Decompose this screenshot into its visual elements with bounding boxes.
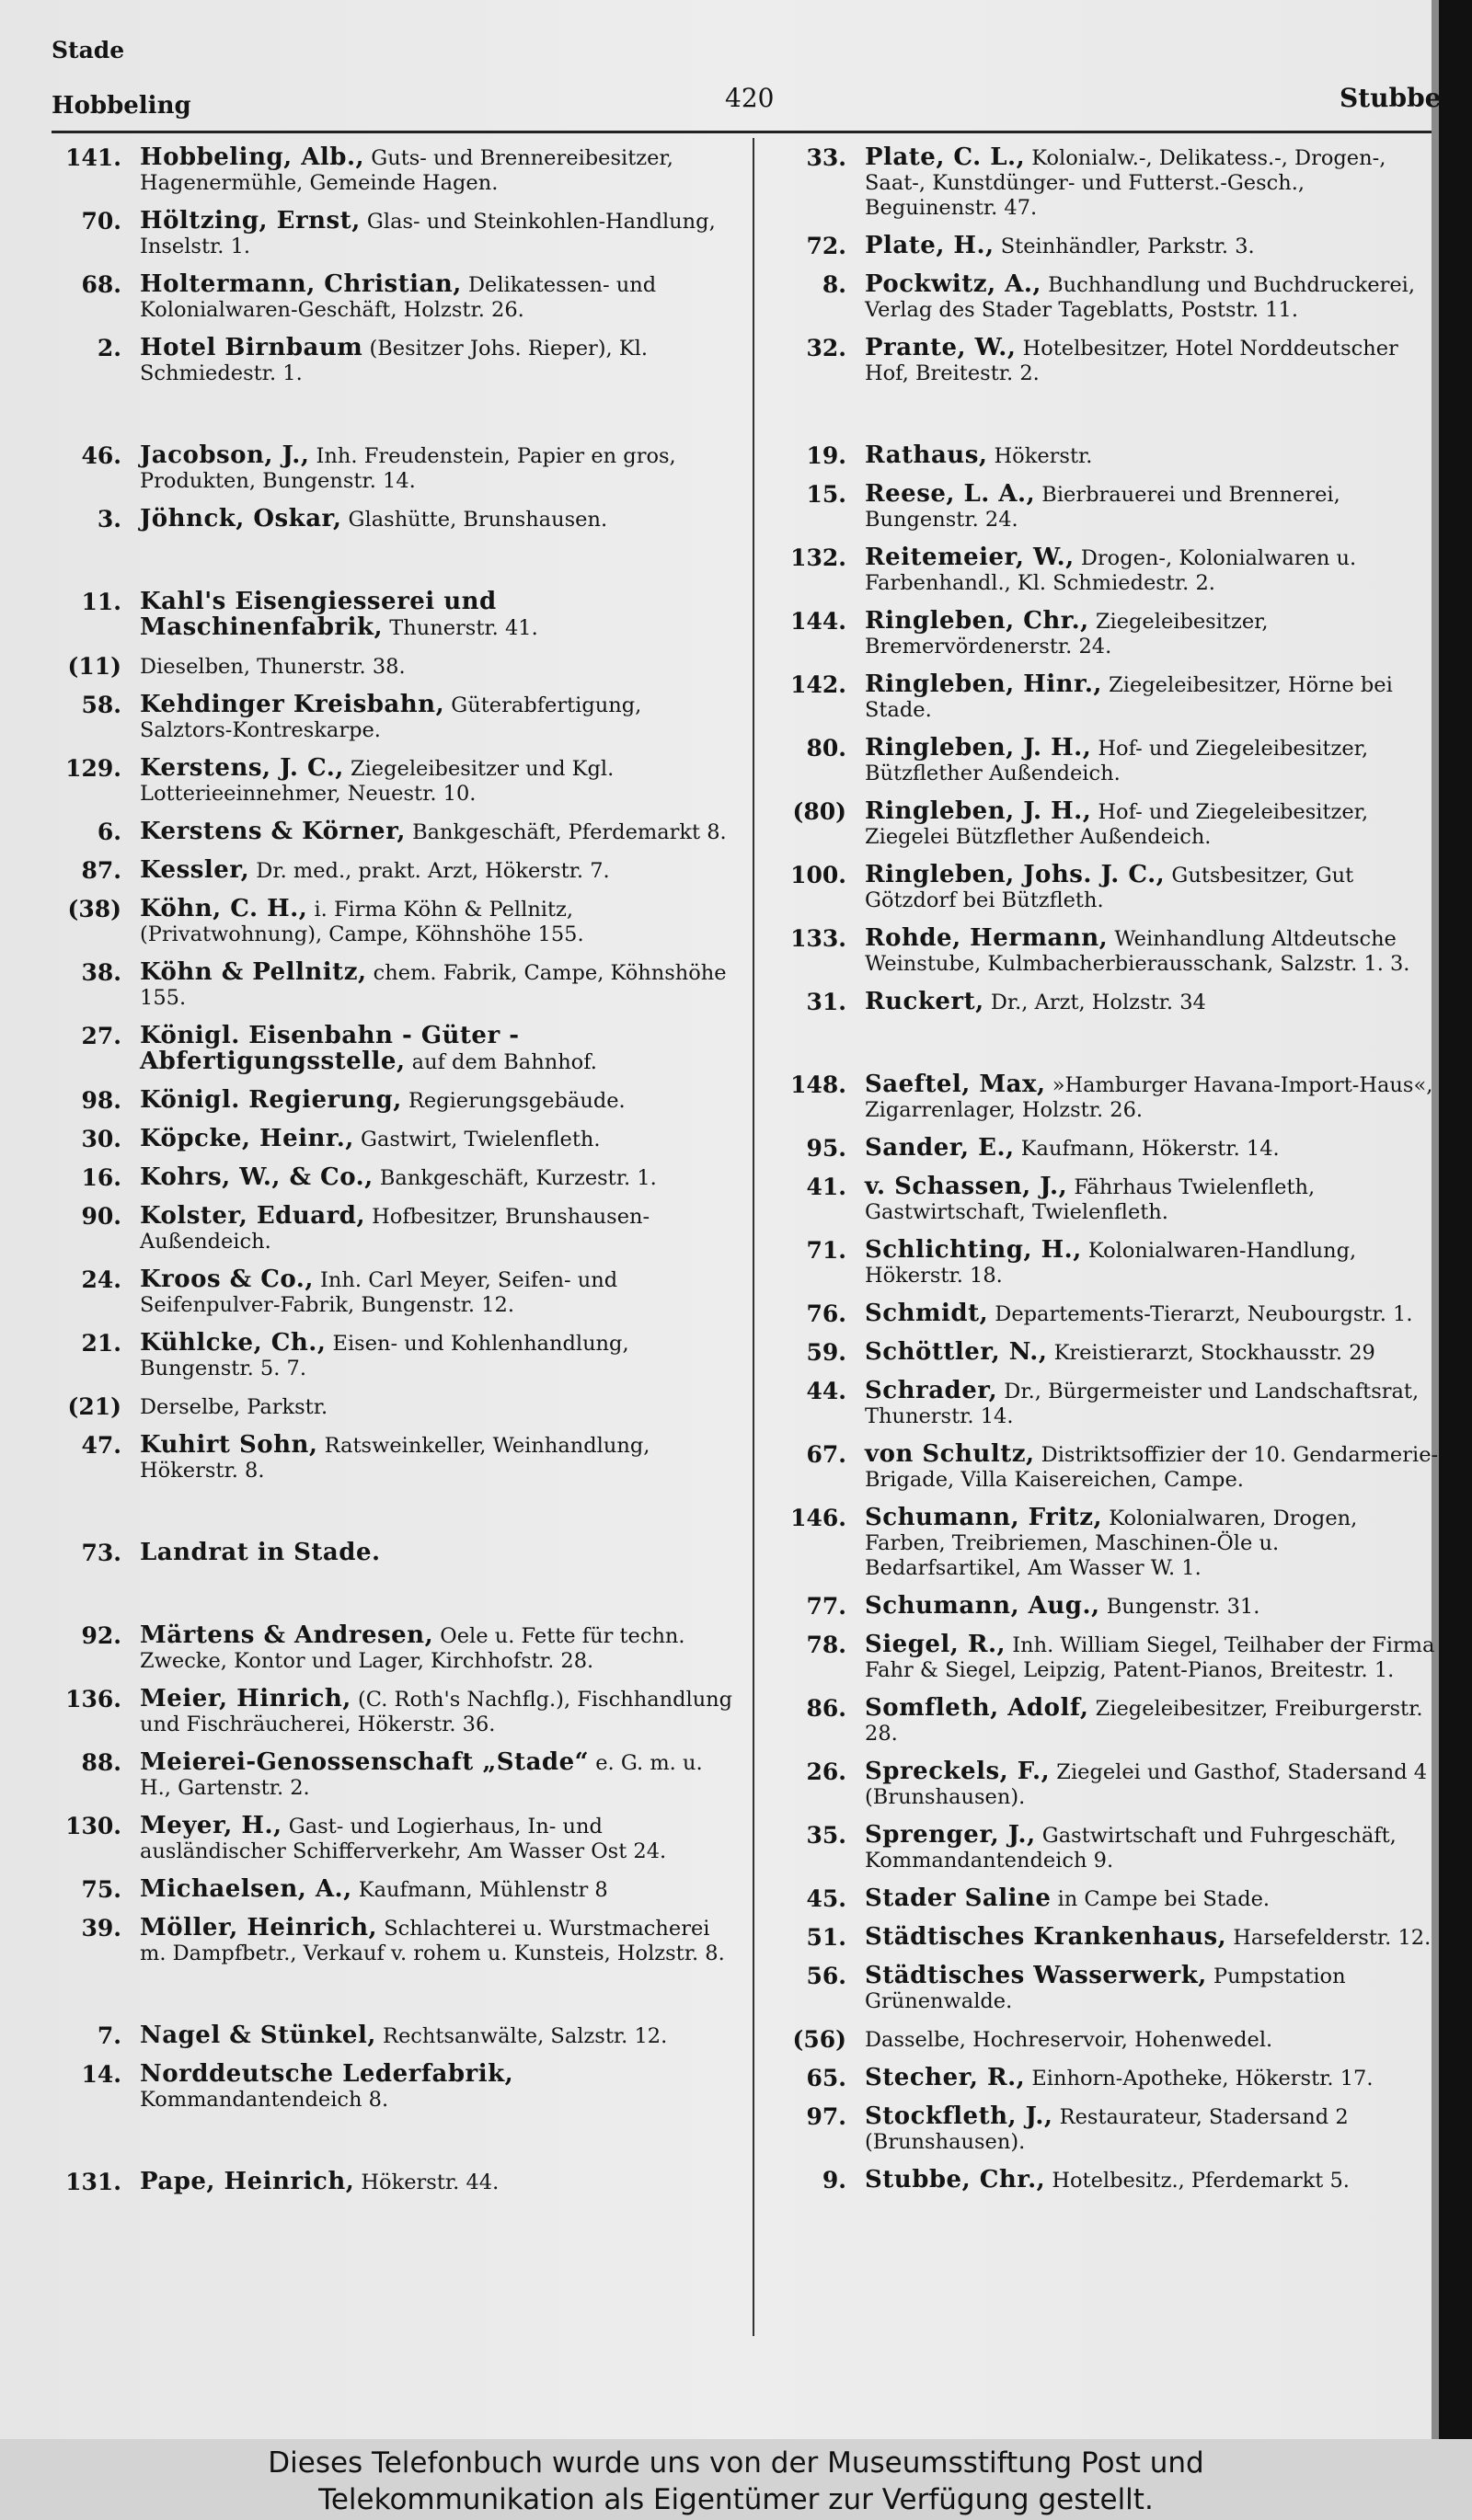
entry-number: 46. (81, 442, 121, 469)
entry-number: 39. (81, 1915, 121, 1942)
entry-name: Meyer, H., (140, 1812, 282, 1839)
entry-number: 87. (81, 857, 121, 884)
entry-details: Ratsweinkeller, Weinhandlung, Hökerstr. 8. (140, 1434, 650, 1483)
entry-name: Ringleben, J. H., (865, 797, 1092, 825)
entry-number: 19. (806, 442, 846, 469)
entry-details: Kaufmann, Hökerstr. 14. (1014, 1137, 1280, 1161)
entry-number: 133. (790, 925, 846, 952)
entry-name: Landrat in Stade. (140, 1539, 381, 1566)
entry-number: 131. (65, 2169, 121, 2195)
entry-details: Inh. Freudenstein, Papier en gros, Produkten, Bungenstr. 14. (140, 444, 676, 493)
list-item (773, 443, 1439, 469)
entry-details: Kommandantendeich 8. (140, 2088, 389, 2112)
entry-details: Ziegeleibesitzer, Bremervördenerstr. 24. (865, 610, 1269, 659)
entry-details: Hotelbesitz., Pferdemarkt 5. (1045, 2169, 1350, 2193)
entry-name: Pockwitz, A., (865, 270, 1041, 298)
entry-number: 132. (790, 544, 846, 571)
entry-name: Möller, Heinrich, (140, 1914, 378, 1942)
list-item (773, 1379, 1439, 1429)
header-city: Stade (52, 37, 125, 63)
list-item (773, 1964, 1439, 2014)
entry-details: Schlachterei u. Wurstmacherei m. Dampfbetr., Verkauf v. rohem u. Kunsteis, Holzstr. 8. (140, 1917, 725, 1965)
list-item (48, 1267, 736, 1318)
entry-details: Dasselbe, Hochreservoir, Hohenwedel. (865, 2028, 1273, 2052)
entry-number: 77. (806, 1593, 846, 1620)
entry-number: 72. (806, 233, 846, 259)
entry-name: Schumann, Aug., (865, 1592, 1100, 1620)
right-column (773, 145, 1439, 2206)
entry-details: Drogen-, Kolonialwaren u. Farbenhandl., Kl. Schmiedestr. 2. (865, 546, 1357, 595)
list-item (773, 1442, 1439, 1493)
list-item (773, 1886, 1439, 1912)
entry-number: 9. (822, 2167, 846, 2194)
entry-name: Schrader, (865, 1377, 998, 1404)
entry-details: Kolonialw.-, Delikatess.-, Drogen-, Saat-, Kunstdünger- und Futterst.-Gesch., Beguinenstr. 47. (865, 146, 1386, 220)
footer-line-1: Dieses Telefonbuch wurde uns von der Museumsstiftung Post und (268, 2446, 1204, 2480)
entry-number: 142. (790, 671, 846, 698)
entry-name: Prante, W., (865, 334, 1017, 361)
entry-details: Dr., Arzt, Holzstr. 34 (983, 991, 1206, 1014)
list-item (48, 1750, 736, 1801)
list-item (48, 145, 736, 196)
list-item (773, 2104, 1439, 2155)
entry-number: 31. (806, 989, 846, 1015)
entry-details: (C. Roth's Nachflg.), Fischhandlung und Fischräucherei, Hökerstr. 36. (140, 1688, 733, 1736)
entry-details: Departements-Tierarzt, Neubourgstr. 1. (988, 1302, 1413, 1326)
entry-name: Reitemeier, W., (865, 544, 1075, 571)
entry-number: 144. (790, 608, 846, 635)
list-item (773, 1136, 1439, 1162)
entry-name: Sprenger, J., (865, 1821, 1036, 1849)
entry-details: Hotelbesitzer, Hotel Norddeutscher Hof, Breitestr. 2. (865, 337, 1398, 385)
list-item (48, 693, 736, 743)
entry-details: Kolonialwaren, Drogen, Farben, Treibriemen, Maschinen-Öle u. Bedarfsartikel, Am Wasser W. 1. (865, 1506, 1358, 1580)
entry-name: Plate, C. L., (865, 143, 1026, 171)
entry-number: 44. (806, 1378, 846, 1404)
entry-name: Kessler, (140, 856, 250, 884)
list-item (48, 1127, 736, 1152)
entry-number: 47. (81, 1432, 121, 1459)
entry-number: 35. (806, 1822, 846, 1849)
list-item (48, 443, 736, 494)
entry-name: Nagel & Stünkel, (140, 2022, 376, 2049)
entry-details: Buchhandlung und Buchdruckerei, Verlag des Stader Tageblatts, Poststr. 11. (865, 273, 1416, 322)
list-item (48, 209, 736, 259)
entry-name: Jacobson, J., (140, 441, 310, 469)
entry-name: Kuhirt Sohn, (140, 1431, 318, 1459)
entry-details: e. G. m. u. H., Gartenstr. 2. (140, 1751, 703, 1800)
entry-details: Rechtsanwälte, Salzstr. 12. (375, 2024, 668, 2048)
list-item (773, 482, 1439, 533)
entry-details: Hof- und Ziegeleibesitzer, Ziegelei Bützflether Außendeich. (865, 800, 1369, 849)
entry-name: Kahl's Eisengiesserei und Maschinenfabrik, (140, 588, 497, 641)
page-edge (1439, 0, 1472, 2439)
list-item (48, 1394, 736, 1420)
entry-details: Gastwirtschaft und Fuhrgeschäft, Kommandantendeich 9. (865, 1824, 1397, 1873)
entry-number: 75. (81, 1876, 121, 1903)
list-item (773, 2066, 1439, 2091)
entry-number: 95. (806, 1135, 846, 1162)
list-item (773, 799, 1439, 850)
list-item (773, 2168, 1439, 2194)
entry-details: Bankgeschäft, Kurzestr. 1. (373, 1166, 657, 1190)
entry-details: Ziegeleibesitzer, Freiburgerstr. 28. (865, 1697, 1423, 1746)
entry-details: Distriktsoffizier der 10. Gendarmerie-Brigade, Villa Kaisereichen, Campe. (865, 1443, 1439, 1492)
entry-details: Güterabfertigung, Salztors-Kontreskarpe. (140, 693, 642, 742)
list-item (773, 145, 1439, 221)
entry-number: 3. (97, 506, 121, 533)
list-item (773, 863, 1439, 913)
entry-number: 51. (806, 1924, 846, 1951)
entry-details: Derselbe, Parkstr. (140, 1395, 328, 1419)
list-item (48, 1165, 736, 1191)
entry-name: Städtisches Krankenhaus, (865, 1923, 1227, 1951)
entry-number: 21. (81, 1330, 121, 1357)
list-item (48, 1541, 736, 1566)
entry-name: Schöttler, N., (865, 1338, 1048, 1366)
entry-number: 67. (806, 1441, 846, 1468)
entry-number: 33. (806, 144, 846, 171)
list-item (773, 1823, 1439, 1873)
entry-details: Steinhändler, Parkstr. 3. (994, 235, 1255, 258)
entry-details: Harsefelderstr. 12. (1226, 1926, 1432, 1950)
header-rule (52, 131, 1432, 133)
entry-details: Fährhaus Twielenfleth, Gastwirtschaft, Twielenfleth. (865, 1175, 1316, 1224)
entry-number: 80. (806, 735, 846, 762)
entry-number: 16. (81, 1164, 121, 1191)
entry-details: Kaufmann, Mühlenstr 8 (351, 1878, 608, 1902)
entry-name: Köhn & Pellnitz, (140, 958, 367, 986)
entry-name: Ruckert, (865, 988, 984, 1015)
entry-number: (11) (67, 653, 121, 680)
list-item (48, 1024, 736, 1075)
entry-name: Schlichting, H., (865, 1236, 1082, 1264)
entry-number: 26. (806, 1758, 846, 1785)
entry-name: Ringleben, Johs. J. C., (865, 861, 1166, 888)
entry-name: Stecher, R., (865, 2064, 1026, 2091)
entry-name: Somfleth, Adolf, (865, 1694, 1089, 1722)
entry-details: Ziegeleibesitzer, Hörne bei Stade. (865, 673, 1393, 722)
list-item (773, 672, 1439, 723)
entry-name: Kehdinger Kreisbahn, (140, 691, 445, 718)
entry-number: 7. (97, 2022, 121, 2049)
entry-number: 86. (806, 1695, 846, 1722)
list-item (773, 1072, 1439, 1123)
entry-number: 78. (806, 1632, 846, 1658)
list-item (773, 336, 1439, 386)
entry-name: Rathaus, (865, 441, 988, 469)
entry-number: 148. (790, 1071, 846, 1098)
entry-details: Weinhandlung Altdeutsche Weinstube, Kulmbacherbierausschank, Salzstr. 1. 3. (865, 927, 1410, 976)
entry-details: Eisen- und Kohlenhandlung, Bungenstr. 5. 7. (140, 1332, 629, 1380)
entry-name: Königl. Regierung, (140, 1086, 402, 1114)
entry-details: Kreistierarzt, Stockhausstr. 29 (1047, 1341, 1375, 1365)
entry-number: 129. (65, 755, 121, 782)
list-item (773, 1594, 1439, 1620)
entry-number: 97. (806, 2103, 846, 2130)
list-item (773, 234, 1439, 259)
entry-name: Kühlcke, Ch., (140, 1329, 327, 1357)
list-item (773, 1174, 1439, 1225)
list-item (773, 1506, 1439, 1581)
entry-name: v. Schassen, J., (865, 1173, 1068, 1200)
list-item (773, 1340, 1439, 1366)
entry-number: 6. (97, 819, 121, 845)
entry-details: Dr., Bürgermeister und Landschaftsrat, Thunerstr. 14. (865, 1380, 1420, 1428)
entry-name: Kroos & Co., (140, 1266, 314, 1293)
header-left-name: Hobbeling (52, 92, 191, 120)
entry-name: Ringleben, Hinr., (865, 670, 1102, 698)
entry-name: Schumann, Fritz, (865, 1504, 1103, 1531)
entry-number: 90. (81, 1203, 121, 1230)
list-item (48, 2023, 736, 2049)
entry-details: i. Firma Köhn & Pellnitz, (Privatwohnung), Campe, Köhnshöhe 155. (140, 898, 584, 946)
entry-name: Holtermann, Christian, (140, 270, 462, 298)
entry-name: Sander, E., (865, 1134, 1015, 1162)
page-number: 420 (725, 83, 775, 113)
entry-number: 73. (81, 1540, 121, 1566)
entry-name: Saeftel, Max, (865, 1071, 1046, 1098)
list-item (48, 1623, 736, 1674)
entry-name: von Schultz, (865, 1440, 1035, 1468)
list-item (48, 897, 736, 947)
entry-number: 76. (806, 1300, 846, 1327)
list-item (48, 1687, 736, 1737)
entry-number: (80) (792, 798, 846, 825)
entry-details: auf dem Bahnhof. (405, 1050, 597, 1074)
entry-number: 8. (822, 271, 846, 298)
entry-details: Bierbrauerei und Brennerei, Bungenstr. 24. (865, 483, 1340, 532)
entry-number: 32. (806, 335, 846, 361)
entry-number: 30. (81, 1126, 121, 1152)
entry-number: 70. (81, 208, 121, 235)
entry-details: Ziegelei und Gasthof, Stadersand 4 (Brunshausen). (865, 1760, 1428, 1809)
entry-name: Rohde, Hermann, (865, 924, 1109, 952)
entry-name: Schmidt, (865, 1300, 989, 1327)
list-item (773, 926, 1439, 977)
entry-number: 68. (81, 271, 121, 298)
entry-name: Kolster, Eduard, (140, 1202, 366, 1230)
entry-details: Hökerstr. 44. (354, 2171, 500, 2194)
entry-number: 38. (81, 959, 121, 986)
column-divider (753, 138, 754, 2336)
entry-name: Plate, H., (865, 232, 995, 259)
list-item (48, 272, 736, 323)
entry-number: 59. (806, 1339, 846, 1366)
entry-name: Kerstens & Körner, (140, 818, 406, 845)
entry-details: Kolonialwaren-Handlung, Hökerstr. 18. (865, 1239, 1357, 1288)
entry-details: Einhorn-Apotheke, Hökerstr. 17. (1025, 2067, 1374, 2090)
entry-name: Spreckels, F., (865, 1758, 1051, 1785)
entry-number: 92. (81, 1622, 121, 1649)
entry-number: 146. (790, 1505, 846, 1531)
entry-details: Inh. Carl Meyer, Seifen- und Seifenpulver-Fabrik, Bungenstr. 12. (140, 1268, 618, 1317)
left-column (48, 145, 736, 2208)
list-item (48, 819, 736, 845)
list-item (48, 336, 736, 386)
header-right-name: Stubbe (1340, 83, 1442, 113)
entry-number: 88. (81, 1749, 121, 1776)
entry-name: Köhn, C. H., (140, 895, 308, 922)
list-item (48, 756, 736, 807)
entry-details: Delikatessen- und Kolonialwaren-Geschäft, Holzstr. 26. (140, 273, 657, 322)
footer-line-2: Telekommunikation als Eigentümer zur Verfügung gestellt. (318, 2483, 1154, 2516)
list-item (48, 858, 736, 884)
list-item (773, 545, 1439, 596)
entry-details: Gutsbesitzer, Gut Götzdorf bei Bützfleth. (865, 864, 1354, 912)
entry-details: Bungenstr. 31. (1099, 1595, 1260, 1619)
entry-name: Pape, Heinrich, (140, 2168, 355, 2195)
entry-details: Ziegeleibesitzer und Kgl. Lotterieeinnehmer, Neuestr. 10. (140, 757, 615, 806)
list-item (773, 272, 1439, 323)
list-item (773, 736, 1439, 786)
entry-details: Thunerstr. 41. (383, 616, 538, 640)
entry-name: Siegel, R., (865, 1631, 1006, 1658)
entry-details: Oele u. Fette für techn. Zwecke, Kontor und Lager, Kirchhofstr. 28. (140, 1624, 685, 1673)
list-item (48, 1088, 736, 1114)
entry-name: Höltzing, Ernst, (140, 207, 361, 235)
entry-name: Norddeutsche Lederfabrik, (140, 2060, 514, 2088)
entry-details: (Besitzer Johs. Rieper), Kl. Schmiedestr. 1. (140, 337, 649, 385)
entry-name: Königl. Eisenbahn - Güter - Abfertigungsstelle, (140, 1022, 520, 1075)
entry-name: Ringleben, J. H., (865, 734, 1092, 762)
entry-details: Glas- und Steinkohlen-Handlung, Inselstr. 1. (140, 210, 716, 258)
list-item (48, 1916, 736, 1966)
entry-number: 98. (81, 1087, 121, 1114)
list-item (773, 1238, 1439, 1289)
list-item (773, 609, 1439, 659)
entry-name: Köpcke, Heinr., (140, 1125, 354, 1152)
list-item (48, 2170, 736, 2195)
entry-number: 65. (806, 2065, 846, 2091)
list-item (48, 1331, 736, 1381)
entry-number: 141. (65, 144, 121, 171)
entry-details: in Campe bei Stade. (1051, 1887, 1271, 1911)
entry-name: Kerstens, J. C., (140, 754, 344, 782)
entry-details: Guts- und Brennereibesitzer, Hagenermühle, Gemeinde Hagen. (140, 146, 673, 195)
entry-number: 71. (806, 1237, 846, 1264)
entry-details: Restaurateur, Stadersand 2 (Brunshausen). (865, 2105, 1349, 2154)
entry-name: Stader Saline (865, 1884, 1052, 1912)
entry-details: Bankgeschäft, Pferdemarkt 8. (405, 820, 727, 844)
list-item (48, 654, 736, 680)
list-item (48, 1204, 736, 1254)
list-item (48, 507, 736, 533)
entry-details: Gastwirt, Twielenfleth. (353, 1128, 601, 1151)
entry-name: Hobbeling, Alb., (140, 143, 365, 171)
entry-number: 56. (806, 1963, 846, 1989)
entry-number: 100. (790, 862, 846, 888)
entry-number: 15. (806, 481, 846, 508)
list-item (48, 590, 736, 641)
entry-number: (38) (67, 896, 121, 922)
entry-details: chem. Fabrik, Campe, Köhnshöhe 155. (140, 961, 727, 1010)
entry-number: 27. (81, 1023, 121, 1049)
entry-name: Meier, Hinrich, (140, 1685, 351, 1712)
entry-details: Hökerstr. (987, 444, 1093, 468)
entry-details: Glashütte, Brunshausen. (341, 508, 608, 532)
entry-details: Pumpstation Grünenwalde. (865, 1964, 1346, 2013)
entry-details: Dieselben, Thunerstr. 38. (140, 655, 406, 679)
entry-number: 45. (806, 1885, 846, 1912)
entry-number: 130. (65, 1813, 121, 1839)
entry-name: Kohrs, W., & Co., (140, 1163, 374, 1191)
entry-details: Hof- und Ziegeleibesitzer, Bützflether Außendeich. (865, 737, 1369, 785)
entry-details: Inh. William Siegel, Teilhaber der Firma Fahr & Siegel, Leipzig, Patent-Pianos, Breitestr. 1. (865, 1633, 1435, 1682)
entry-details: Dr. med., prakt. Arzt, Hökerstr. 7. (249, 859, 610, 883)
entry-details: Gast- und Logierhaus, In- und ausländischer Schifferverkehr, Am Wasser Ost 24. (140, 1815, 667, 1863)
entry-number: 2. (97, 335, 121, 361)
list-item (48, 1877, 736, 1903)
entry-number: 41. (806, 1174, 846, 1200)
list-item (773, 2027, 1439, 2053)
entry-name: Stubbe, Chr., (865, 2166, 1046, 2194)
list-item (48, 2062, 736, 2113)
entry-name: Hotel Birnbaum (140, 334, 363, 361)
entry-name: Stockfleth, J., (865, 2102, 1053, 2130)
list-item (773, 1925, 1439, 1951)
entry-number: 58. (81, 692, 121, 718)
entry-name: Städtisches Wasserwerk, (865, 1962, 1207, 1989)
list-item (773, 1632, 1439, 1683)
list-item (48, 960, 736, 1011)
entry-number: 136. (65, 1686, 121, 1712)
entry-number: 14. (81, 2061, 121, 2088)
entry-details: Hofbesitzer, Brunshausen-Außendeich. (140, 1205, 650, 1254)
entry-name: Ringleben, Chr., (865, 607, 1089, 635)
list-item (773, 1696, 1439, 1747)
entry-details: Regierungsgebäude. (401, 1089, 626, 1113)
list-item (773, 1759, 1439, 1810)
entry-number: 11. (81, 589, 121, 615)
list-item (773, 990, 1439, 1015)
entry-details: »Hamburger Havana-Import-Haus«, Zigarrenlager, Holzstr. 26. (865, 1073, 1433, 1122)
entry-name: Meierei-Genossenschaft „Stade“ (140, 1748, 590, 1776)
list-item (773, 1301, 1439, 1327)
entry-number: 24. (81, 1266, 121, 1293)
footer-notice (0, 2439, 1472, 2520)
entry-name: Jöhnck, Oskar, (140, 505, 342, 533)
entry-number: (21) (67, 1393, 121, 1420)
entry-name: Michaelsen, A., (140, 1875, 352, 1903)
entry-number: (56) (792, 2026, 846, 2053)
list-item (48, 1814, 736, 1864)
list-item (48, 1433, 736, 1483)
entry-name: Märtens & Andresen, (140, 1621, 434, 1649)
entry-name: Reese, L. A., (865, 480, 1036, 508)
